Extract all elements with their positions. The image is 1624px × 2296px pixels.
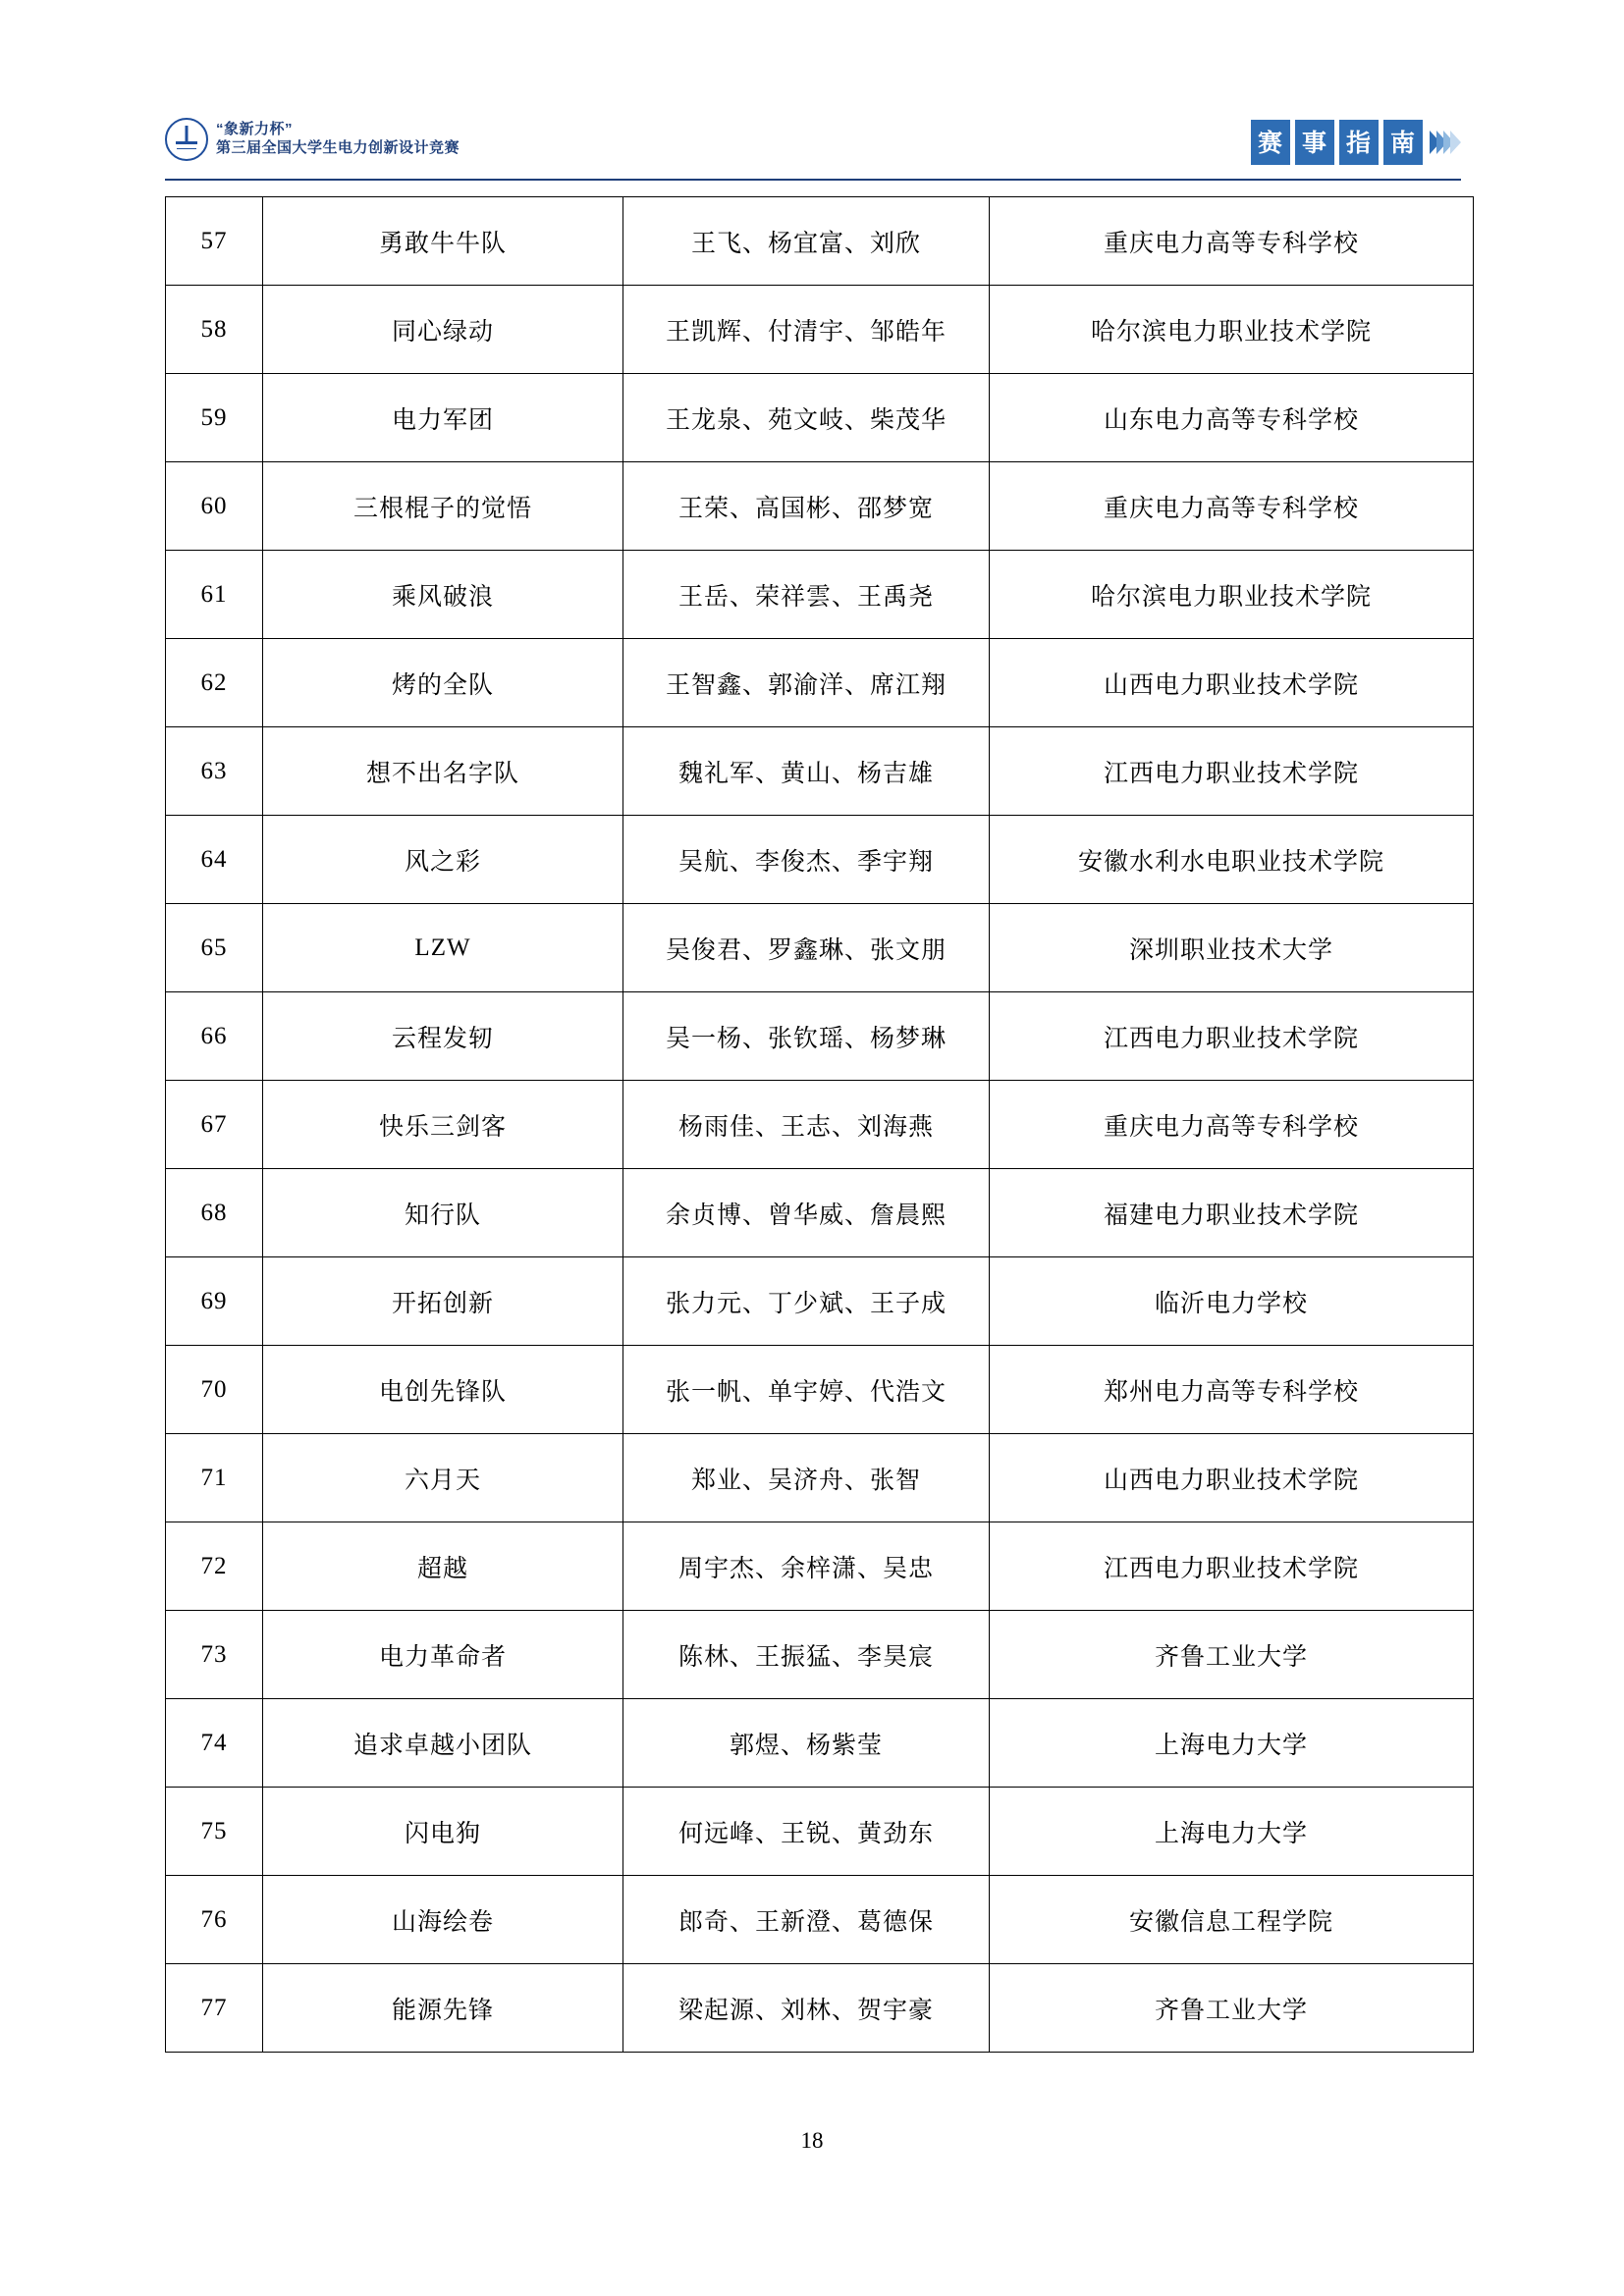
row-members: 王飞、杨宜富、刘欣	[623, 197, 990, 286]
row-number: 71	[166, 1434, 263, 1522]
badge-word-1: 赛	[1251, 120, 1290, 165]
row-school: 江西电力职业技术学院	[990, 1522, 1474, 1611]
row-number: 66	[166, 992, 263, 1081]
table-row	[166, 639, 1474, 727]
row-number: 68	[166, 1169, 263, 1257]
row-team: 电力军团	[263, 374, 623, 462]
table-row	[166, 1346, 1474, 1434]
row-team: 电力革命者	[263, 1611, 623, 1699]
table-row	[166, 816, 1474, 904]
row-team: 乘风破浪	[263, 551, 623, 639]
row-members: 吴航、李俊杰、季宇翔	[623, 816, 990, 904]
table-row	[166, 1434, 1474, 1522]
logo-text	[216, 121, 460, 158]
row-team: 闪电狗	[263, 1788, 623, 1876]
row-members: 吴一杨、张钦瑶、杨梦琳	[623, 992, 990, 1081]
row-school: 山西电力职业技术学院	[990, 1434, 1474, 1522]
row-number: 72	[166, 1522, 263, 1611]
table-row	[166, 286, 1474, 374]
row-team: 想不出名字队	[263, 727, 623, 816]
table-row	[166, 1257, 1474, 1346]
chevron-right-icon	[1434, 131, 1461, 154]
row-team: 超越	[263, 1522, 623, 1611]
row-team: LZW	[263, 904, 623, 992]
competition-logo	[165, 118, 460, 161]
row-school: 上海电力大学	[990, 1699, 1474, 1788]
row-school: 上海电力大学	[990, 1788, 1474, 1876]
row-number: 61	[166, 551, 263, 639]
row-members: 梁起源、刘林、贺宇豪	[623, 1964, 990, 2053]
row-number: 69	[166, 1257, 263, 1346]
row-number: 65	[166, 904, 263, 992]
header-divider	[165, 179, 1461, 181]
row-school: 重庆电力高等专科学校	[990, 1081, 1474, 1169]
table-row	[166, 462, 1474, 551]
row-number: 77	[166, 1964, 263, 2053]
page-header	[165, 118, 1461, 179]
badge-word-2: 事	[1295, 120, 1334, 165]
row-members: 杨雨佳、王志、刘海燕	[623, 1081, 990, 1169]
roster-table-container	[165, 196, 1461, 2053]
page-number: 18	[800, 2128, 824, 2153]
row-number: 64	[166, 816, 263, 904]
table-row	[166, 1522, 1474, 1611]
row-school: 哈尔滨电力职业技术学院	[990, 286, 1474, 374]
table-row	[166, 1699, 1474, 1788]
row-number: 70	[166, 1346, 263, 1434]
row-number: 62	[166, 639, 263, 727]
row-school: 临沂电力学校	[990, 1257, 1474, 1346]
row-members: 王岳、荣祥雲、王禹尧	[623, 551, 990, 639]
row-school: 深圳职业技术大学	[990, 904, 1474, 992]
roster-table-body	[166, 197, 1474, 2053]
table-row	[166, 1611, 1474, 1699]
logo-title: “象新力杯”	[216, 121, 294, 138]
emblem-icon	[165, 118, 208, 161]
row-team: 六月天	[263, 1434, 623, 1522]
row-members: 魏礼军、黄山、杨吉雄	[623, 727, 990, 816]
row-members: 余贞博、曾华威、詹晨熙	[623, 1169, 990, 1257]
row-team: 快乐三剑客	[263, 1081, 623, 1169]
row-school: 安徽信息工程学院	[990, 1876, 1474, 1964]
badge-word-3: 指	[1339, 120, 1379, 165]
row-members: 郑业、吴济舟、张智	[623, 1434, 990, 1522]
row-team: 同心绿动	[263, 286, 623, 374]
table-row	[166, 551, 1474, 639]
table-row	[166, 374, 1474, 462]
row-school: 江西电力职业技术学院	[990, 992, 1474, 1081]
row-members: 陈林、王振猛、李昊宸	[623, 1611, 990, 1699]
table-row	[166, 1876, 1474, 1964]
table-row	[166, 197, 1474, 286]
row-school: 齐鲁工业大学	[990, 1611, 1474, 1699]
row-members: 郎奇、王新澄、葛德保	[623, 1876, 990, 1964]
row-team: 山海绘卷	[263, 1876, 623, 1964]
row-team: 云程发轫	[263, 992, 623, 1081]
row-school: 重庆电力高等专科学校	[990, 197, 1474, 286]
row-number: 73	[166, 1611, 263, 1699]
row-school: 山西电力职业技术学院	[990, 639, 1474, 727]
row-team: 知行队	[263, 1169, 623, 1257]
roster-table	[165, 196, 1474, 2053]
row-number: 57	[166, 197, 263, 286]
row-school: 郑州电力高等专科学校	[990, 1346, 1474, 1434]
row-members: 王荣、高国彬、邵梦宽	[623, 462, 990, 551]
row-number: 76	[166, 1876, 263, 1964]
row-school: 安徽水利水电职业技术学院	[990, 816, 1474, 904]
row-members: 郭煜、杨紫莹	[623, 1699, 990, 1788]
table-row	[166, 727, 1474, 816]
row-school: 江西电力职业技术学院	[990, 727, 1474, 816]
guide-badge	[1251, 120, 1461, 165]
row-team: 开拓创新	[263, 1257, 623, 1346]
row-members: 王龙泉、苑文岐、柴茂华	[623, 374, 990, 462]
row-school: 山东电力高等专科学校	[990, 374, 1474, 462]
row-number: 58	[166, 286, 263, 374]
row-school: 哈尔滨电力职业技术学院	[990, 551, 1474, 639]
row-members: 张力元、丁少斌、王子成	[623, 1257, 990, 1346]
badge-word-4: 南	[1383, 120, 1423, 165]
row-number: 60	[166, 462, 263, 551]
row-team: 三根棍子的觉悟	[263, 462, 623, 551]
row-number: 75	[166, 1788, 263, 1876]
row-members: 何远峰、王锐、黄劲东	[623, 1788, 990, 1876]
row-members: 王智鑫、郭渝洋、席江翔	[623, 639, 990, 727]
row-number: 59	[166, 374, 263, 462]
row-number: 67	[166, 1081, 263, 1169]
logo-subtitle: 第三届全国大学生电力创新设计竞赛	[216, 139, 460, 156]
row-team: 能源先锋	[263, 1964, 623, 2053]
row-members: 吴俊君、罗鑫琳、张文朋	[623, 904, 990, 992]
table-row	[166, 1964, 1474, 2053]
row-number: 74	[166, 1699, 263, 1788]
table-row	[166, 992, 1474, 1081]
row-members: 周宇杰、余梓潇、吴忠	[623, 1522, 990, 1611]
row-team: 电创先锋队	[263, 1346, 623, 1434]
row-members: 王凯辉、付清宇、邹皓年	[623, 286, 990, 374]
row-number: 63	[166, 727, 263, 816]
row-team: 烤的全队	[263, 639, 623, 727]
row-school: 福建电力职业技术学院	[990, 1169, 1474, 1257]
table-row	[166, 1169, 1474, 1257]
table-row	[166, 904, 1474, 992]
row-team: 追求卓越小团队	[263, 1699, 623, 1788]
row-school: 重庆电力高等专科学校	[990, 462, 1474, 551]
table-row	[166, 1788, 1474, 1876]
row-team: 风之彩	[263, 816, 623, 904]
table-row	[166, 1081, 1474, 1169]
row-school: 齐鲁工业大学	[990, 1964, 1474, 2053]
row-members: 张一帆、单宇婷、代浩文	[623, 1346, 990, 1434]
row-team: 勇敢牛牛队	[263, 197, 623, 286]
